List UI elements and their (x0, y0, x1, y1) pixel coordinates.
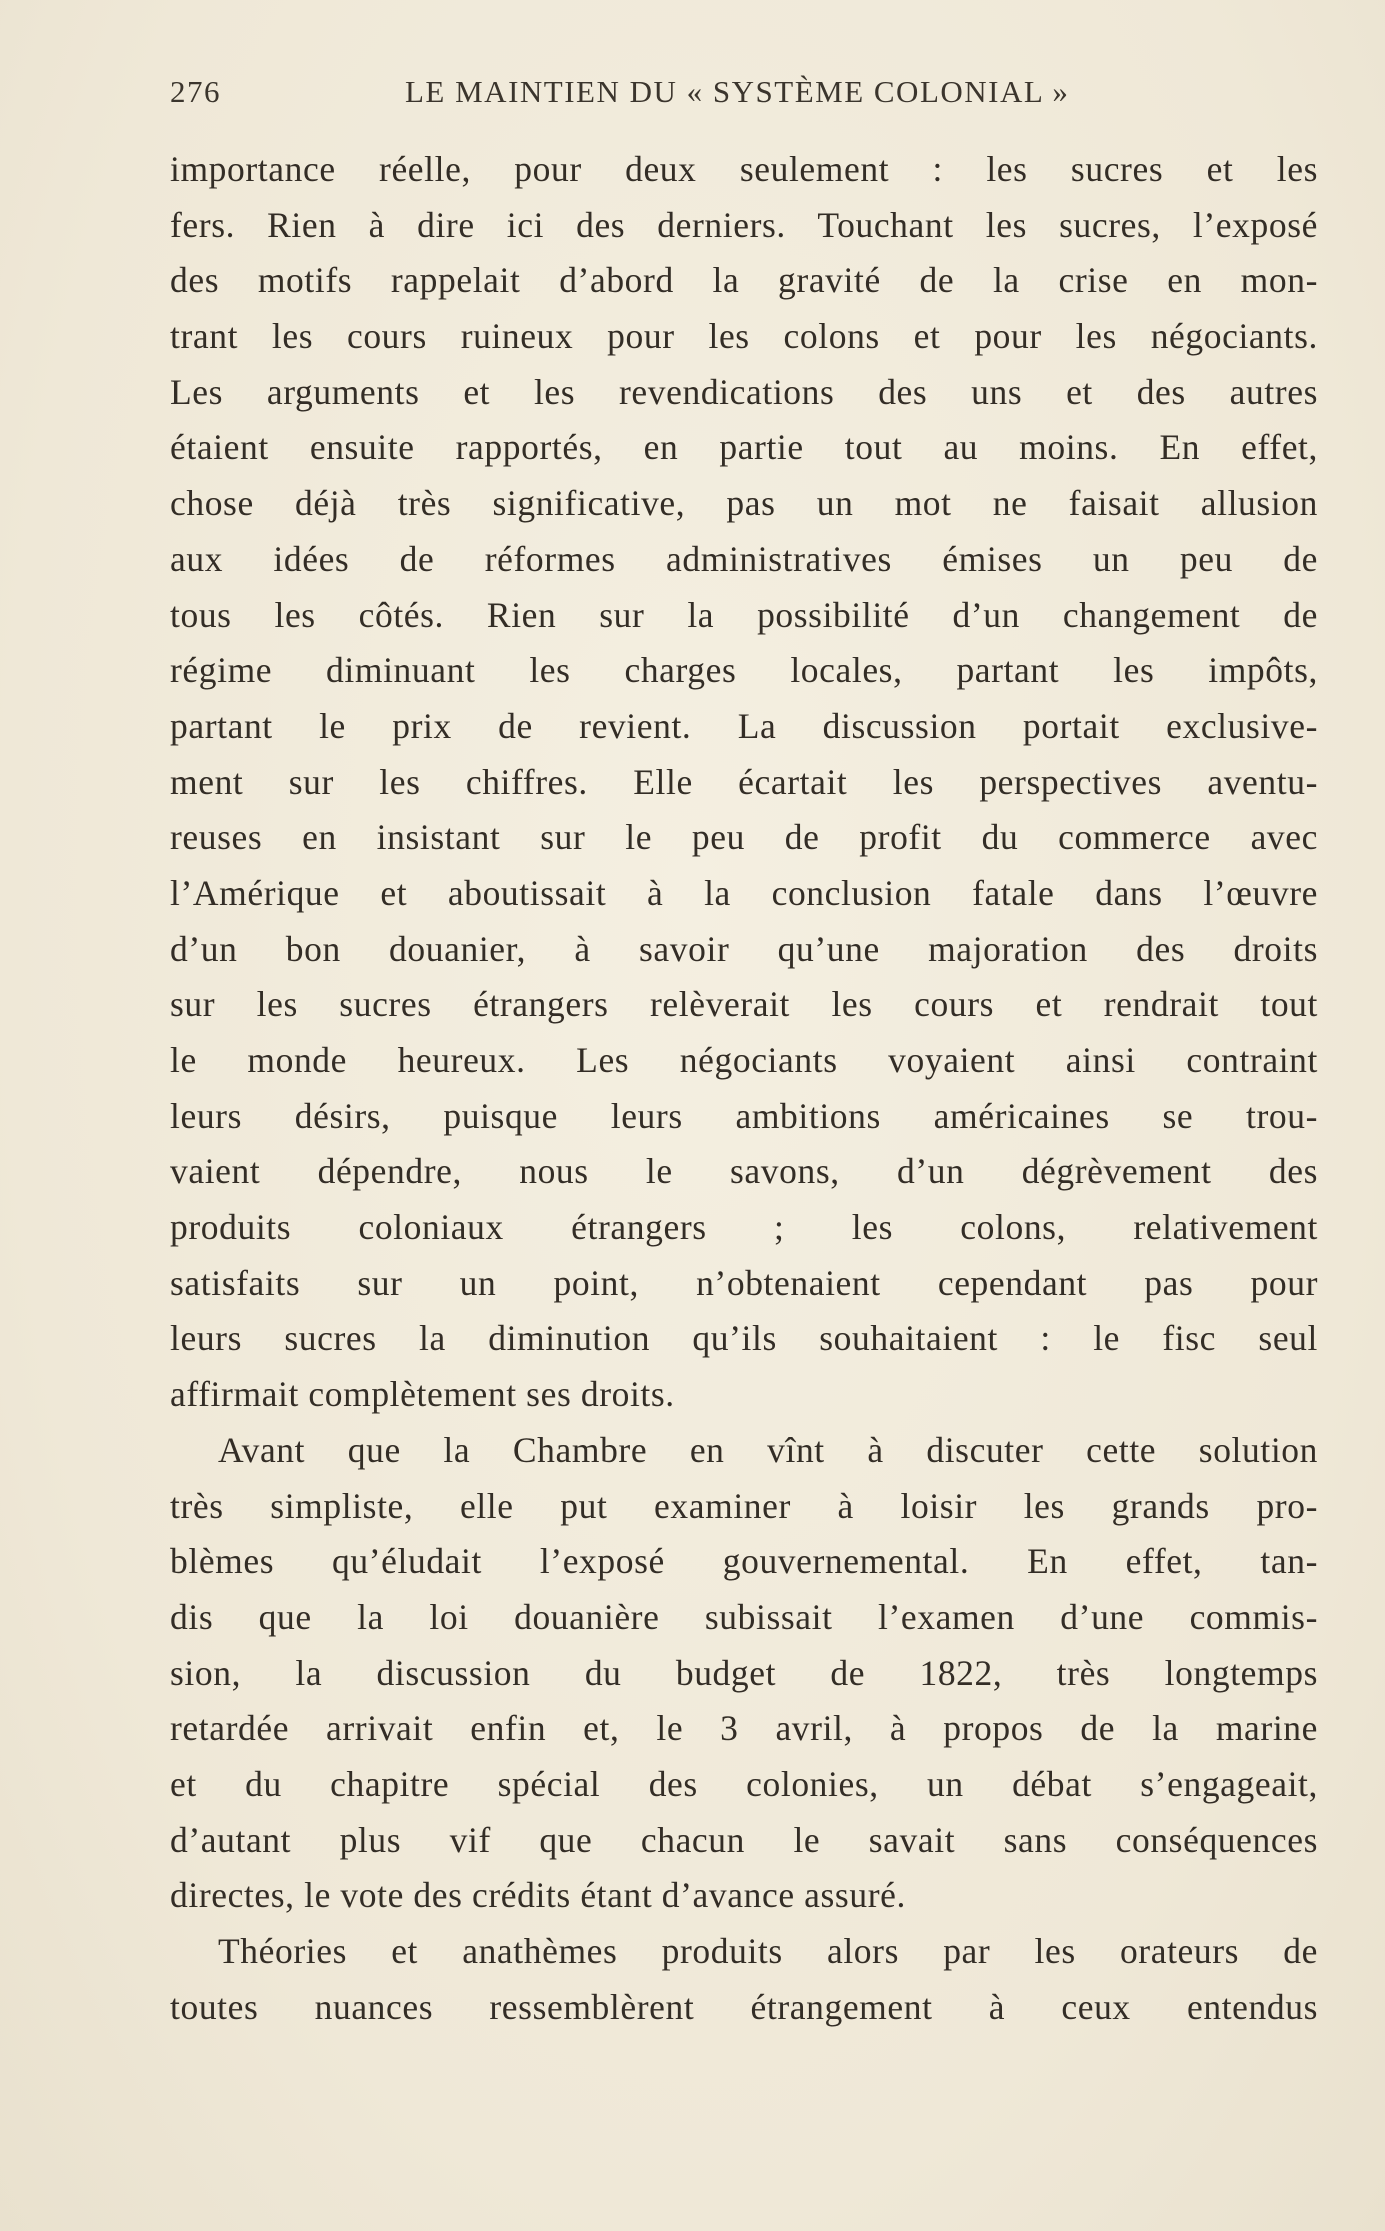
text-line: produits coloniaux étrangers ; les colons, relativement (170, 1207, 1318, 1248)
text-line: ment sur les chiffres. Elle écartait les perspectives aventu- (170, 761, 1318, 802)
text-line: retardée arrivait enfin et, le 3 avril, à propos de la marine (170, 1708, 1318, 1749)
text-line: sion, la discussion du budget de 1822, très longtemps (170, 1652, 1318, 1693)
text-line: reuses en insistant sur le peu de profit du commerce avec (170, 817, 1318, 858)
text-line: des motifs rappelait d’abord la gravité de la crise en mon- (170, 260, 1318, 301)
text-line: tous les côtés. Rien sur la possibilité d’un changement de (170, 594, 1318, 635)
text-line: toutes nuances ressemblèrent étrangement à ceux entendus (170, 1986, 1318, 2027)
text-line: l’Amérique et aboutissait à la conclusion fatale dans l’œuvre (170, 872, 1318, 913)
text-line: aux idées de réformes administratives émises un peu de (170, 538, 1318, 579)
text-line: Les arguments et les revendications des uns et des autres (170, 371, 1318, 412)
text-line: leurs sucres la diminution qu’ils souhaitaient : le fisc seul (170, 1318, 1318, 1359)
text-line: partant le prix de revient. La discussion portait exclusive- (170, 705, 1318, 746)
text-line: sur les sucres étrangers relèverait les cours et rendrait tout (170, 984, 1318, 1025)
text-line: affirmait complètement ses droits. (170, 1374, 675, 1415)
text-line: étaient ensuite rapportés, en partie tout au moins. En effet, (170, 427, 1318, 468)
body-text (170, 142, 1318, 2035)
text-line: dis que la loi douanière subissait l’examen d’une commis- (170, 1596, 1318, 1637)
paragraph-start-line: Avant que la Chambre en vînt à discuter cette solution (218, 1429, 1318, 1470)
text-line: trant les cours ruineux pour les colons et pour les négociants. (170, 316, 1318, 357)
text-line: fers. Rien à dire ici des derniers. Touchant les sucres, l’exposé (170, 204, 1318, 245)
text-line: très simpliste, elle put examiner à loisir les grands pro- (170, 1485, 1318, 1526)
text-line: leurs désirs, puisque leurs ambitions américaines se trou- (170, 1095, 1318, 1136)
paragraph-start-line: Théories et anathèmes produits alors par les orateurs de (218, 1931, 1318, 1971)
text-line: chose déjà très significative, pas un mot ne faisait allusion (170, 483, 1318, 524)
text-line: satisfaits sur un point, n’obtenaient cependant pas pour (170, 1262, 1318, 1303)
text-line: le monde heureux. Les négociants voyaient ainsi contraint (170, 1040, 1318, 1080)
text-line: d’un bon douanier, à savoir qu’une majoration des droits (170, 928, 1318, 969)
text-line: et du chapitre spécial des colonies, un débat s’engageait, (170, 1763, 1318, 1804)
text-line: directes, le vote des crédits étant d’avance assuré. (170, 1875, 906, 1916)
running-title: LE MAINTIEN DU « SYSTÈME COLONIAL » (405, 74, 1070, 109)
page-header (170, 74, 1320, 118)
text-line: régime diminuant les charges locales, partant les impôts, (170, 650, 1318, 691)
text-line: importance réelle, pour deux seulement : les sucres et les (170, 149, 1318, 189)
text-line: vaient dépendre, nous le savons, d’un dégrèvement des (170, 1151, 1318, 1192)
text-line: blèmes qu’éludait l’exposé gouvernemental. En effet, tan- (170, 1541, 1318, 1582)
page-number: 276 (170, 74, 221, 109)
text-line: d’autant plus vif que chacun le savait sans conséquences (170, 1819, 1318, 1860)
